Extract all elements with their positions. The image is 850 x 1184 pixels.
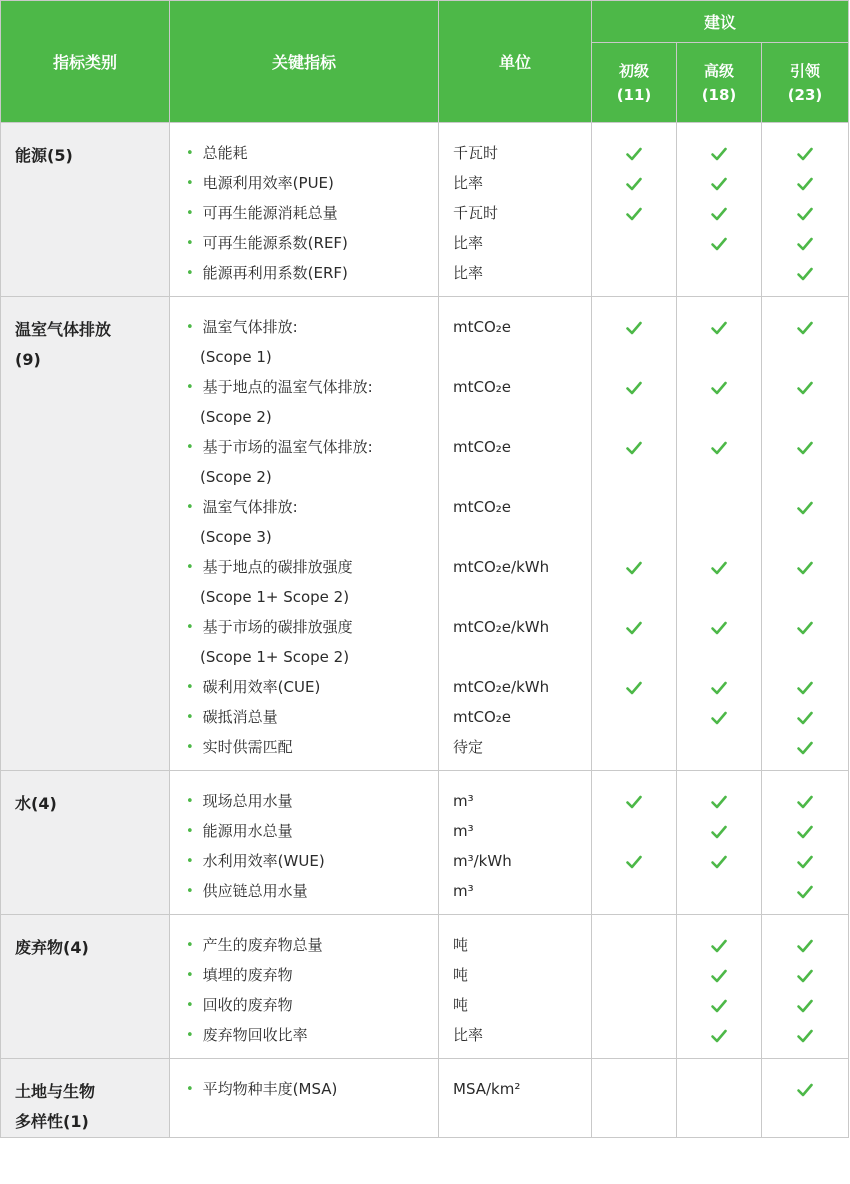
indicator-scope: (Scope 1) [200,348,272,366]
level-name: 引领 [790,61,821,80]
table-row [1,1059,849,1138]
checkmark-icon [710,672,728,702]
unit-value: mtCO₂e [453,318,512,336]
spacer [677,582,761,612]
category-label: 废弃物(4) [15,938,89,957]
checkmark-icon [710,990,728,1020]
checkmark-icon [625,612,643,642]
category-label: 多样性(1) [15,1112,89,1131]
mark-slot [762,846,848,876]
mark-slot [762,492,848,522]
basic-level-cell [592,123,677,297]
mark-slot [677,552,761,582]
checkmark-icon [625,552,643,582]
indicator-item: • 回收的废弃物 [186,990,438,1020]
advanced-level-cell [677,1059,762,1138]
unit-value: 吨 [453,996,469,1014]
mark-slot [677,702,761,732]
indicator-cell [170,915,439,1059]
level-count: (23) [787,85,823,104]
unit-value: mtCO₂e [453,438,512,456]
spacer [762,342,848,372]
indicator-item: • 现场总用水量 [186,786,438,816]
unit-value: mtCO₂e/kWh [453,618,550,636]
table-body [1,123,849,1138]
category-cell [1,123,170,297]
unit-value: 吨 [453,936,469,954]
category-cell [1,1059,170,1138]
spacer [762,582,848,612]
indicator-item: • 填埋的废弃物 [186,960,438,990]
header-indicator: 关键指标 [170,1,439,123]
header-level-advanced [677,43,762,123]
checkmark-icon [796,228,814,258]
indicator-item: • 基于地点的碳排放强度 [186,552,438,582]
checkmark-icon [710,372,728,402]
mark-slot [677,930,761,960]
mark-slot [592,1020,676,1050]
mark-slot [677,732,761,762]
category-label: 温室气体排放 [15,320,112,339]
advanced-level-cell [677,123,762,297]
mark-slot [762,312,848,342]
spacer [592,402,676,432]
unit-value: m³ [453,822,474,840]
mark-slot [762,612,848,642]
indicator-item: • 温室气体排放: [186,492,438,522]
unit-value: 比率 [453,234,484,252]
checkmark-icon [796,846,814,876]
mark-slot [677,258,761,288]
checkmark-icon [710,612,728,642]
mark-slot [677,432,761,462]
mark-slot [677,990,761,1020]
spacer [762,462,848,492]
indicator-scope: (Scope 1+ Scope 2) [200,588,350,606]
indicator-item: • 废弃物回收比率 [186,1020,438,1050]
checkmark-icon [796,702,814,732]
unit-cell [439,297,592,771]
unit-value: 千瓦时 [453,204,499,222]
mark-slot [762,552,848,582]
checkmark-icon [796,492,814,522]
mark-slot [592,198,676,228]
unit-value: mtCO₂e [453,498,512,516]
spacer [677,462,761,492]
spacer [453,582,591,612]
checkmark-icon [796,1074,814,1104]
mark-slot [592,168,676,198]
indicator-item: • 能源再利用系数(ERF) [186,258,438,288]
checkmark-icon [710,228,728,258]
unit-value: mtCO₂e [453,378,512,396]
mark-slot [762,930,848,960]
mark-slot [677,168,761,198]
mark-slot [592,612,676,642]
mark-slot [592,372,676,402]
checkmark-icon [796,930,814,960]
mark-slot [677,138,761,168]
header-level-leading [762,43,849,123]
mark-slot [677,612,761,642]
checkmark-icon [796,732,814,762]
checkmark-icon [710,138,728,168]
mark-slot [677,846,761,876]
indicator-item: • 产生的废弃物总量 [186,930,438,960]
unit-value: 比率 [453,264,484,282]
advanced-level-cell [677,297,762,771]
unit-value: m³ [453,792,474,810]
checkmark-icon [710,1020,728,1050]
mark-slot [592,312,676,342]
mark-slot [592,816,676,846]
mark-slot [762,732,848,762]
checkmark-icon [710,702,728,732]
header-unit: 单位 [439,1,592,123]
indicator-scope: (Scope 2) [200,408,272,426]
checkmark-icon [796,876,814,906]
level-name: 高级 [703,61,734,80]
spacer [453,402,591,432]
unit-value: 比率 [453,1026,484,1044]
advanced-level-cell [677,915,762,1059]
checkmark-icon [625,312,643,342]
unit-value: 千瓦时 [453,144,499,162]
mark-slot [592,672,676,702]
mark-slot [762,1074,848,1104]
header-level-basic [592,43,677,123]
basic-level-cell [592,297,677,771]
indicator-item: • 碳抵消总量 [186,702,438,732]
spacer [453,522,591,552]
checkmark-icon [625,786,643,816]
checkmark-icon [710,168,728,198]
category-cell [1,297,170,771]
checkmark-icon [796,372,814,402]
spacer [762,402,848,432]
spacer [677,522,761,552]
spacer [592,462,676,492]
mark-slot [762,138,848,168]
leading-level-cell [762,1059,849,1138]
mark-slot [677,372,761,402]
mark-slot [677,876,761,906]
unit-value: mtCO₂e [453,708,512,726]
mark-slot [592,432,676,462]
unit-cell [439,1059,592,1138]
indicator-scope: (Scope 3) [200,528,272,546]
mark-slot [762,258,848,288]
checkmark-icon [625,432,643,462]
indicator-scope: (Scope 1+ Scope 2) [200,648,350,666]
checkmark-icon [625,168,643,198]
mark-slot [762,372,848,402]
level-count: (11) [616,85,652,104]
table-header [1,1,849,123]
checkmark-icon [796,960,814,990]
mark-slot [762,1020,848,1050]
unit-value: 吨 [453,966,469,984]
checkmark-icon [625,198,643,228]
category-label: (9) [15,350,41,369]
checkmark-icon [796,168,814,198]
checkmark-icon [796,198,814,228]
mark-slot [762,672,848,702]
mark-slot [762,702,848,732]
mark-slot [592,786,676,816]
mark-slot [592,732,676,762]
unit-value: mtCO₂e/kWh [453,558,550,576]
indicator-item: • 基于市场的温室气体排放: [186,432,438,462]
advanced-level-cell [677,771,762,915]
mark-slot [592,846,676,876]
spacer [677,342,761,372]
spacer [592,522,676,552]
checkmark-icon [625,138,643,168]
spacer [762,522,848,552]
indicator-cell [170,123,439,297]
leading-level-cell [762,123,849,297]
indicator-item: • 温室气体排放: [186,312,438,342]
header-recommendation: 建议 [592,1,849,43]
unit-value: 比率 [453,174,484,192]
table-row [1,915,849,1059]
checkmark-icon [796,312,814,342]
checkmark-icon [710,312,728,342]
mark-slot [677,816,761,846]
checkmark-icon [796,552,814,582]
mark-slot [677,960,761,990]
mark-slot [592,258,676,288]
checkmark-icon [710,846,728,876]
indicator-item: • 实时供需匹配 [186,732,438,762]
checkmark-icon [796,1020,814,1050]
leading-level-cell [762,771,849,915]
checkmark-icon [796,786,814,816]
mark-slot [677,1020,761,1050]
mark-slot [677,312,761,342]
table-row [1,771,849,915]
category-label: 土地与生物 [15,1082,96,1101]
checkmark-icon [625,672,643,702]
mark-slot [592,228,676,258]
mark-slot [677,492,761,522]
unit-value: 待定 [453,738,484,756]
mark-slot [592,702,676,732]
indicator-item: • 总能耗 [186,138,438,168]
indicator-cell [170,297,439,771]
mark-slot [592,492,676,522]
indicator-cell [170,771,439,915]
indicator-item: • 基于市场的碳排放强度 [186,612,438,642]
indicator-item: • 供应链总用水量 [186,876,438,906]
mark-slot [762,816,848,846]
spacer [453,462,591,492]
mark-slot [762,228,848,258]
mark-slot [677,1074,761,1104]
mark-slot [762,198,848,228]
spacer [762,642,848,672]
spacer [592,342,676,372]
checkmark-icon [796,258,814,288]
checkmark-icon [796,612,814,642]
checkmark-icon [710,930,728,960]
checkmark-icon [796,816,814,846]
indicator-item: • 平均物种丰度(MSA) [186,1074,438,1104]
spacer [677,642,761,672]
checkmark-icon [710,960,728,990]
mark-slot [762,432,848,462]
mark-slot [762,876,848,906]
mark-slot [762,960,848,990]
mark-slot [592,960,676,990]
mark-slot [677,786,761,816]
mark-slot [592,930,676,960]
leading-level-cell [762,297,849,771]
unit-value: m³ [453,882,474,900]
category-label: 水(4) [15,794,57,813]
mark-slot [762,786,848,816]
mark-slot [677,672,761,702]
table-row [1,297,849,771]
indicator-item: • 电源利用效率(PUE) [186,168,438,198]
unit-value: m³/kWh [453,852,512,870]
indicator-scope: (Scope 2) [200,468,272,486]
unit-cell [439,771,592,915]
indicator-item: • 基于地点的温室气体排放: [186,372,438,402]
mark-slot [592,138,676,168]
category-cell [1,915,170,1059]
basic-level-cell [592,1059,677,1138]
indicator-item: • 能源用水总量 [186,816,438,846]
mark-slot [592,552,676,582]
header-category: 指标类别 [1,1,170,123]
unit-value: MSA/km² [453,1080,521,1098]
mark-slot [762,168,848,198]
basic-level-cell [592,915,677,1059]
checkmark-icon [710,432,728,462]
unit-value: mtCO₂e/kWh [453,678,550,696]
spacer [592,642,676,672]
checkmark-icon [796,672,814,702]
spacer [453,342,591,372]
basic-level-cell [592,771,677,915]
level-name: 初级 [618,61,649,80]
mark-slot [592,1074,676,1104]
checkmark-icon [625,372,643,402]
spacer [453,642,591,672]
mark-slot [677,198,761,228]
indicator-item: • 可再生能源系数(REF) [186,228,438,258]
checkmark-icon [796,138,814,168]
indicator-item: • 碳利用效率(CUE) [186,672,438,702]
checkmark-icon [710,552,728,582]
checkmark-icon [625,846,643,876]
mark-slot [677,228,761,258]
checkmark-icon [710,198,728,228]
checkmark-icon [796,990,814,1020]
indicator-cell [170,1059,439,1138]
spacer [677,402,761,432]
unit-cell [439,123,592,297]
mark-slot [762,990,848,1020]
mark-slot [592,876,676,906]
table-row [1,123,849,297]
category-label: 能源(5) [15,146,73,165]
mark-slot [592,990,676,1020]
indicator-item: • 可再生能源消耗总量 [186,198,438,228]
unit-cell [439,915,592,1059]
spacer [592,582,676,612]
indicator-item: • 水利用效率(WUE) [186,846,438,876]
category-cell [1,771,170,915]
level-count: (18) [701,85,737,104]
checkmark-icon [796,432,814,462]
checkmark-icon [710,816,728,846]
leading-level-cell [762,915,849,1059]
checkmark-icon [710,786,728,816]
